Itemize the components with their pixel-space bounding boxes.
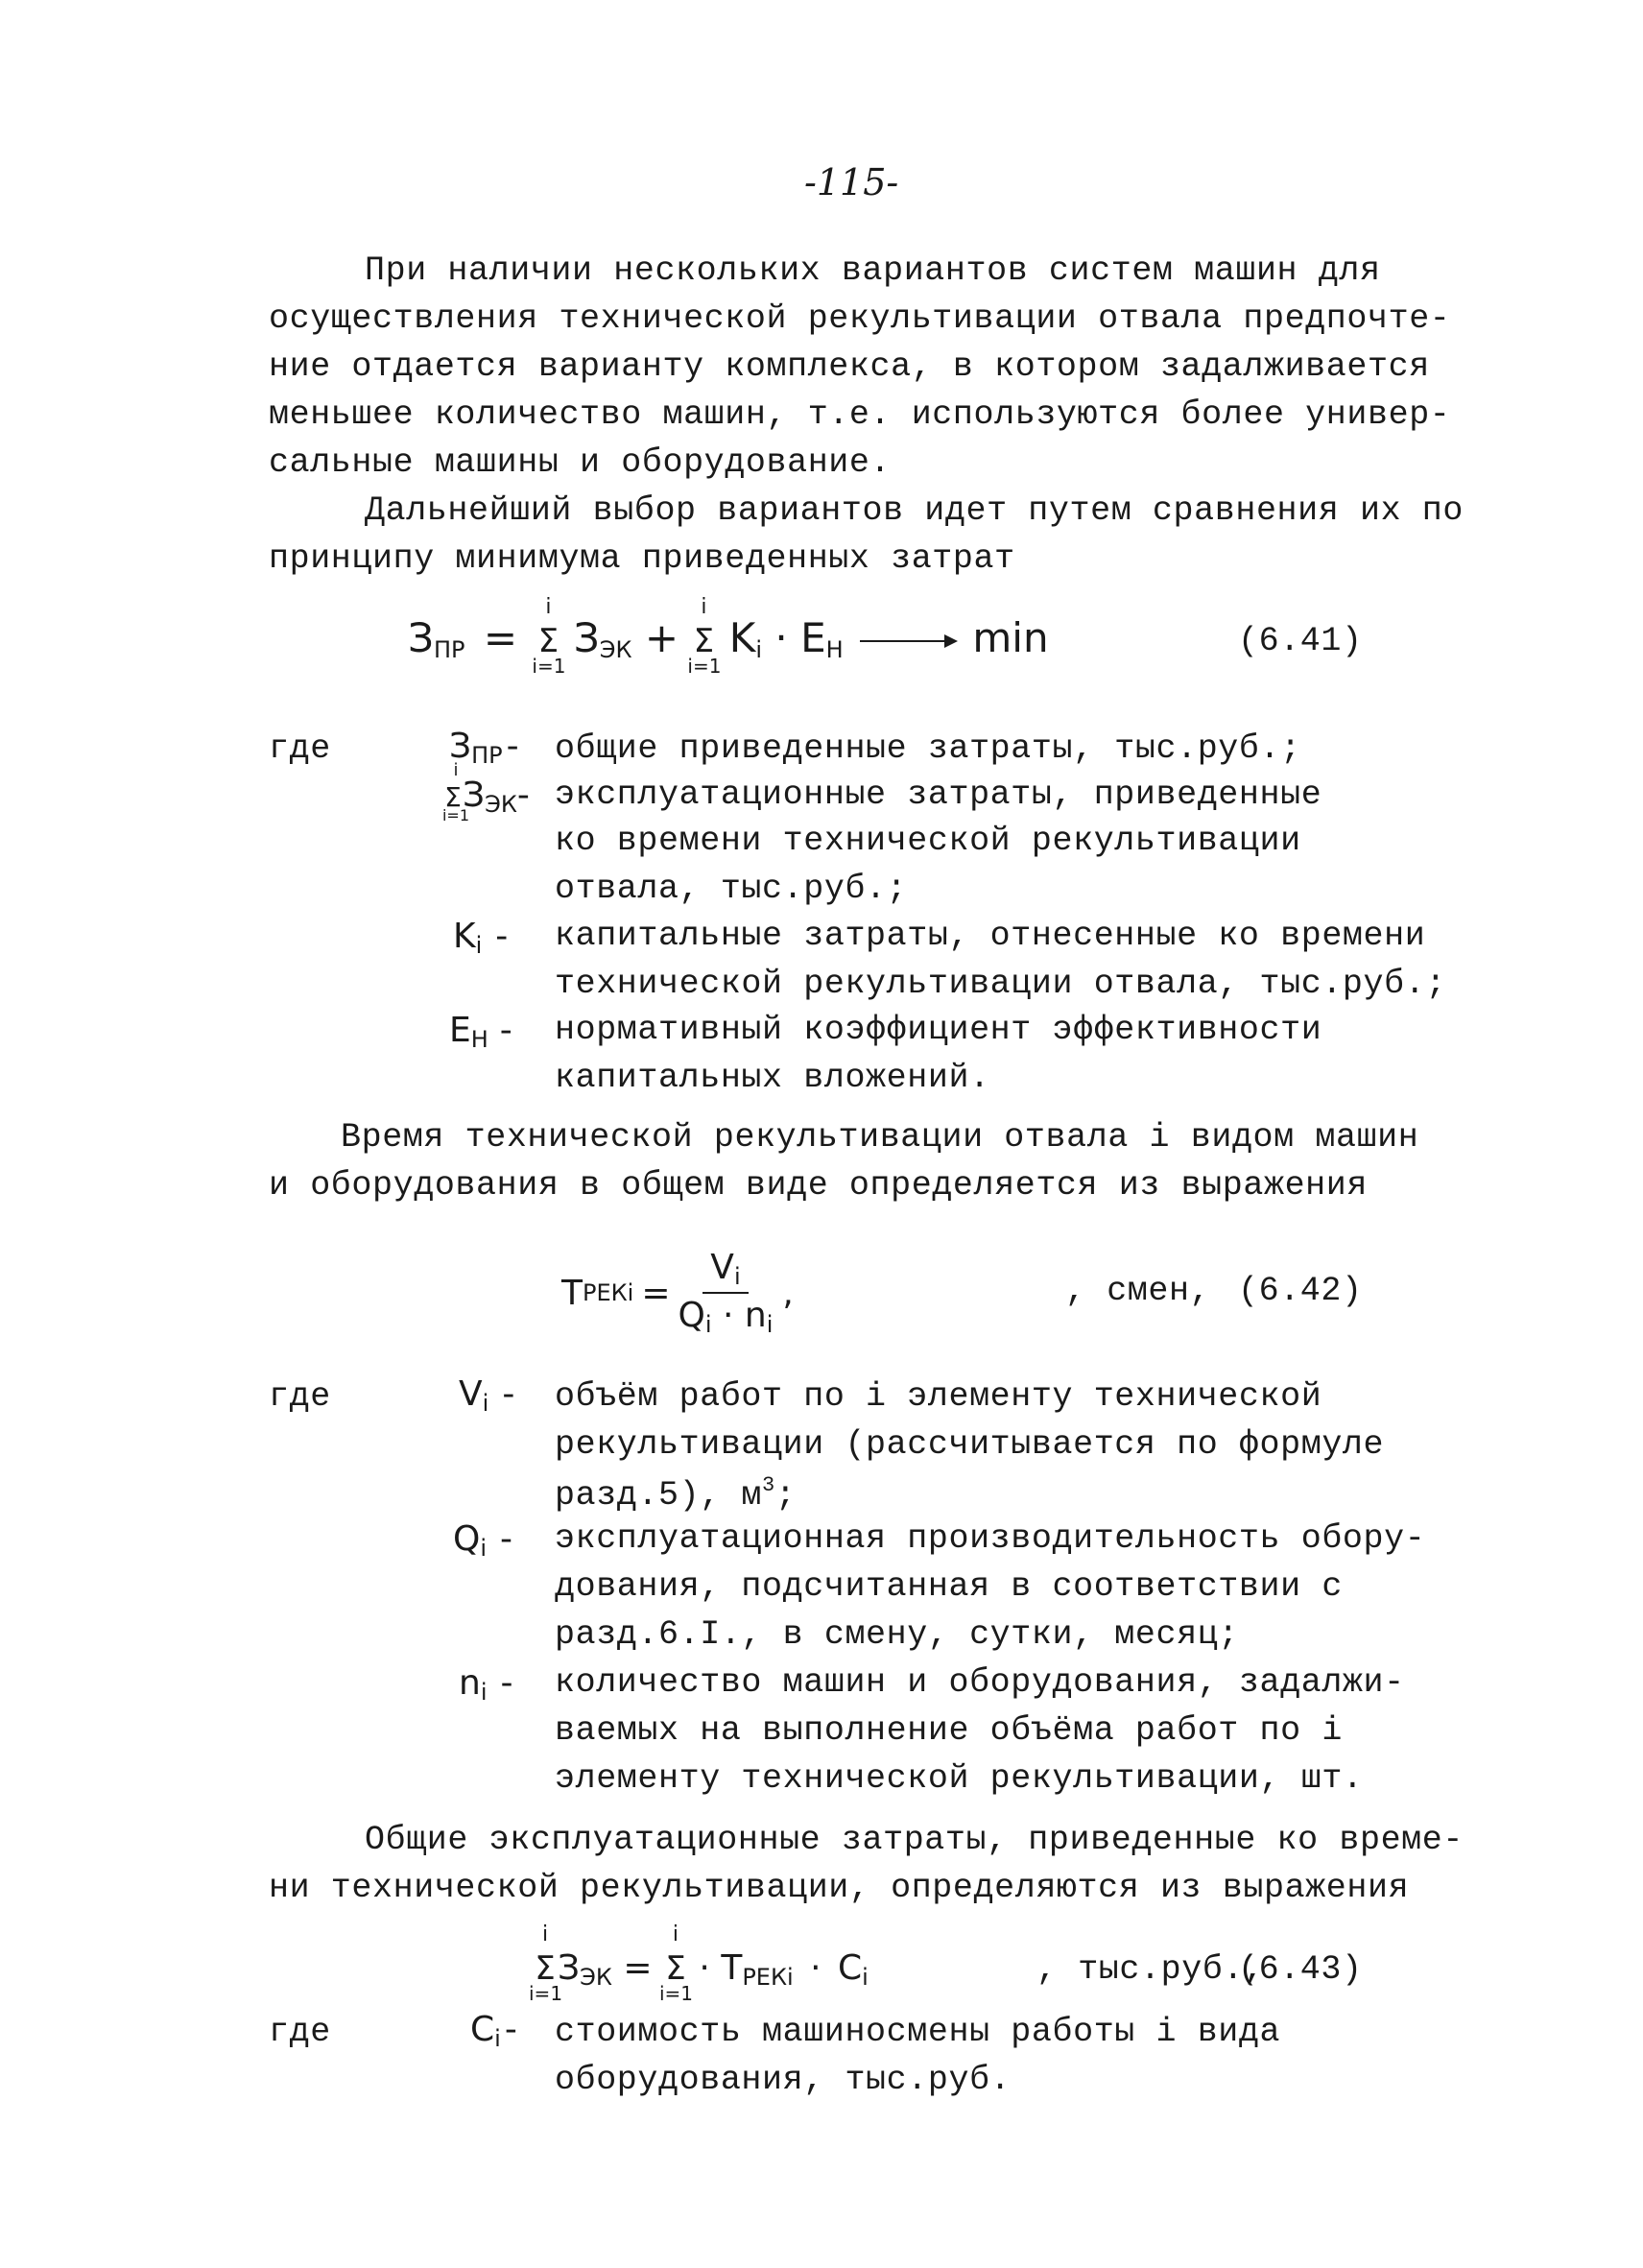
legend-text: элементу технической рекультивации, шт.: [555, 1759, 1364, 1798]
legend-text: нормативный коэффициент эффективности: [555, 1011, 1322, 1049]
equation-label: (6.42): [1238, 1272, 1363, 1310]
formula-6-43: Σ i i=1 $З_{ЭК} = \Sigma$ i i=1 · $T_{РЕКi} \cdot C_i$: [529, 1922, 869, 2005]
formula-6-41: $З_{ПР} = \Sigma$ i i=1 $З_{ЭК} + \Sigma$ i i=1 $K_i \cdot E_H$ min: [408, 595, 1049, 678]
legend-text: разд.6.I., в смену, сутки, месяц;: [555, 1615, 1239, 1654]
legend-text: ко времени технической рекультивации: [555, 822, 1301, 860]
legend-text: технической рекультивации отвала, тыс.руб.;: [555, 965, 1446, 1003]
legend-symbol: $V_i$ -: [459, 1374, 515, 1417]
paragraph-line: меньшее количество машин, т.е. используются более универ-: [269, 395, 1451, 434]
legend-text: капитальные затраты, отнесенные ко времени: [555, 917, 1426, 955]
equation-label: (6.43): [1238, 1950, 1363, 1989]
formula-unit: , тыс.руб.,: [1036, 1950, 1265, 1989]
paragraph-line: принципу минимума приведенных затрат: [269, 539, 1015, 578]
legend-text: стоимость машиносмены работы i вида: [555, 2013, 1281, 2051]
legend-symbol: $K_i$ -: [453, 917, 509, 959]
paragraph-line: ни технической рекультивации, определяются из выражения: [269, 1869, 1410, 1907]
formula-unit: , смен,: [1065, 1272, 1211, 1310]
legend-text: объём работ по i элементу технической: [555, 1377, 1322, 1416]
where-label: где: [269, 729, 331, 768]
page-number: -115-: [804, 161, 899, 203]
where-label: где: [269, 2013, 331, 2051]
legend-text: количество машин и оборудования, задалжи-: [555, 1663, 1405, 1702]
legend-text: оборудования, тыс.руб.: [555, 2061, 1012, 2099]
legend-text: ваемых на выполнение объёма работ по i: [555, 1711, 1343, 1750]
legend-text: разд.5), $м^3$;: [555, 1473, 797, 1515]
paragraph-line: сальные машины и оборудование.: [269, 443, 892, 482]
legend-symbol: $n_i$ -: [459, 1663, 513, 1706]
equation-label: (6.41): [1238, 622, 1363, 660]
legend-text: общие приведенные затраты, тыс.руб.;: [555, 729, 1301, 768]
formula-6-42: T РЕКi = $\frac{V_i}{Q_i \cdot n_i}$ ,: [561, 1248, 794, 1338]
arrow-right-icon: [860, 640, 956, 642]
paragraph-line: Дальнейший выбор вариантов идет путем сравнения их по: [365, 491, 1464, 530]
paragraph-line: Общие эксплуатационные затраты, приведенные ко време-: [365, 1821, 1464, 1859]
legend-text: эксплуатационные затраты, приведенные: [555, 776, 1322, 814]
legend-symbol: Σ i i=1 $З_{ЭК}-$: [441, 760, 530, 824]
paragraph-line: При наличии нескольких вариантов систем машин для: [365, 251, 1381, 290]
legend-text: отвала, тыс.руб.;: [555, 870, 908, 908]
legend-text: дования, подсчитанная в соответствии с: [555, 1567, 1343, 1606]
legend-symbol: $З_{ПР}$ -: [449, 727, 519, 769]
paragraph-line: и оборудования в общем виде определяется из выражения: [269, 1166, 1368, 1205]
paragraph-line: ние отдается варианту комплекса, в котором задалживается: [269, 347, 1430, 386]
paragraph-line: осуществления технической рекультивации отвала предпочте-: [269, 299, 1451, 338]
where-label: где: [269, 1377, 331, 1416]
legend-symbol: $C_i$ -: [470, 2010, 517, 2052]
legend-symbol: $Q_i$ -: [453, 1519, 513, 1562]
legend-text: капитальных вложений.: [555, 1059, 990, 1097]
legend-text: эксплуатационная производительность обору-: [555, 1519, 1426, 1558]
paragraph-line: Время технической рекультивации отвала i видом машин: [341, 1118, 1419, 1157]
legend-symbol: $E_H$ -: [449, 1011, 512, 1053]
legend-text: рекультивации (рассчитывается по формуле: [555, 1425, 1385, 1464]
